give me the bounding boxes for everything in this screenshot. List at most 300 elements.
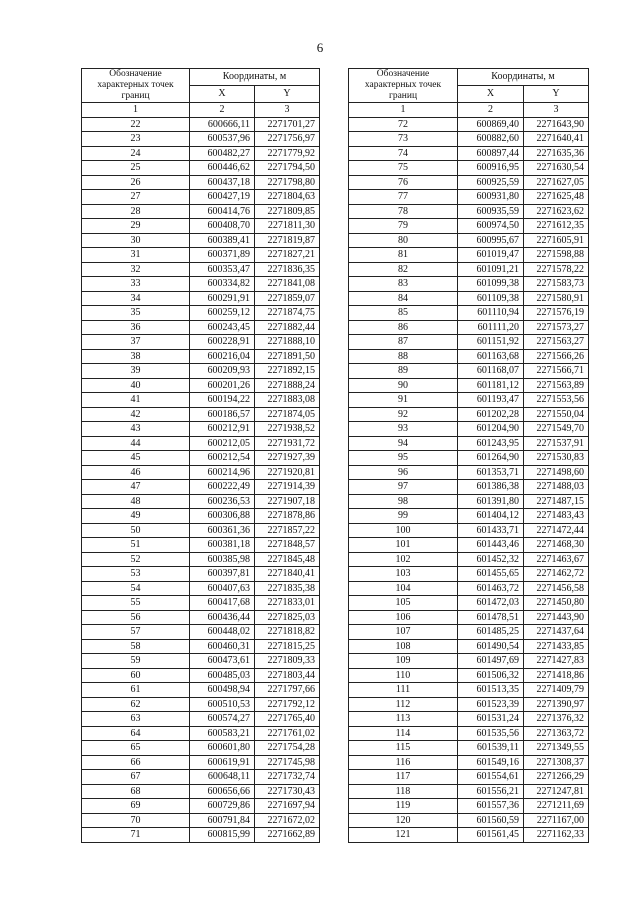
point-number-cell: 26 <box>82 175 190 190</box>
table-row <box>349 277 589 292</box>
x-coordinate-cell: 600897,44 <box>458 146 524 161</box>
y-coordinate-cell: 2271578,22 <box>524 262 589 277</box>
x-coordinate-cell: 601109,38 <box>458 291 524 306</box>
y-coordinate-cell: 2271437,64 <box>524 625 589 640</box>
point-number-cell: 51 <box>82 538 190 553</box>
x-coordinate-cell: 601433,71 <box>458 523 524 538</box>
table-row <box>349 407 589 422</box>
y-coordinate-cell: 2271797,66 <box>255 683 320 698</box>
y-coordinate-cell: 2271891,50 <box>255 349 320 364</box>
point-number-cell: 85 <box>349 306 458 321</box>
table-header-row <box>349 69 589 86</box>
x-coordinate-cell: 601523,39 <box>458 697 524 712</box>
point-number-cell: 107 <box>349 625 458 640</box>
y-coordinate-cell: 2271487,15 <box>524 494 589 509</box>
point-number-cell: 57 <box>82 625 190 640</box>
y-coordinate-cell: 2271882,44 <box>255 320 320 335</box>
y-coordinate-cell: 2271701,27 <box>255 117 320 132</box>
point-number-cell: 71 <box>82 828 190 843</box>
point-number-cell: 23 <box>82 132 190 147</box>
point-number-cell: 82 <box>349 262 458 277</box>
x-coordinate-cell: 601110,94 <box>458 306 524 321</box>
table-row <box>349 712 589 727</box>
x-coordinate-cell: 600656,66 <box>190 784 255 799</box>
table-row <box>82 654 320 669</box>
y-coordinate-cell: 2271809,85 <box>255 204 320 219</box>
table-row <box>82 436 320 451</box>
y-coordinate-cell: 2271818,82 <box>255 625 320 640</box>
point-number-cell: 28 <box>82 204 190 219</box>
table-row <box>82 552 320 567</box>
x-coordinate-cell: 601554,61 <box>458 770 524 785</box>
table-row <box>349 668 589 683</box>
x-coordinate-cell: 600186,57 <box>190 407 255 422</box>
y-coordinate-cell: 2271576,19 <box>524 306 589 321</box>
y-coordinate-cell: 2271878,86 <box>255 509 320 524</box>
point-number-cell: 94 <box>349 436 458 451</box>
point-number-cell: 109 <box>349 654 458 669</box>
point-number-cell: 103 <box>349 567 458 582</box>
point-number-cell: 67 <box>82 770 190 785</box>
point-number-cell: 48 <box>82 494 190 509</box>
y-coordinate-cell: 2271874,75 <box>255 306 320 321</box>
point-number-cell: 52 <box>82 552 190 567</box>
x-coordinate-cell: 600648,11 <box>190 770 255 785</box>
x-coordinate-cell: 600212,05 <box>190 436 255 451</box>
y-coordinate-cell: 2271811,30 <box>255 219 320 234</box>
table-row <box>82 610 320 625</box>
y-coordinate-cell: 2271390,97 <box>524 697 589 712</box>
y-coordinate-cell: 2271804,63 <box>255 190 320 205</box>
table-row <box>349 596 589 611</box>
x-coordinate-cell: 601204,90 <box>458 422 524 437</box>
point-number-cell: 79 <box>349 219 458 234</box>
y-coordinate-cell: 2271418,86 <box>524 668 589 683</box>
y-coordinate-cell: 2271792,12 <box>255 697 320 712</box>
point-number-cell: 70 <box>82 813 190 828</box>
x-coordinate-cell: 600935,59 <box>458 204 524 219</box>
x-coordinate-cell: 600931,80 <box>458 190 524 205</box>
point-number-cell: 75 <box>349 161 458 176</box>
table-row <box>349 480 589 495</box>
y-coordinate-cell: 2271756,97 <box>255 132 320 147</box>
point-number-cell: 89 <box>349 364 458 379</box>
y-coordinate-cell: 2271907,18 <box>255 494 320 509</box>
point-number-cell: 49 <box>82 509 190 524</box>
table-row <box>82 828 320 843</box>
y-header: Y <box>255 86 320 103</box>
y-coordinate-cell: 2271612,35 <box>524 219 589 234</box>
table-row <box>82 277 320 292</box>
x-coordinate-cell: 600498,94 <box>190 683 255 698</box>
x-coordinate-cell: 601557,36 <box>458 799 524 814</box>
y-coordinate-cell: 2271598,88 <box>524 248 589 263</box>
column-number: 2 <box>458 103 524 118</box>
y-coordinate-cell: 2271845,48 <box>255 552 320 567</box>
point-number-cell: 35 <box>82 306 190 321</box>
point-number-cell: 114 <box>349 726 458 741</box>
y-coordinate-cell: 2271627,05 <box>524 175 589 190</box>
table-row <box>349 306 589 321</box>
x-coordinate-cell: 601539,11 <box>458 741 524 756</box>
x-coordinate-cell: 601535,56 <box>458 726 524 741</box>
x-coordinate-cell: 601353,71 <box>458 465 524 480</box>
y-coordinate-cell: 2271779,92 <box>255 146 320 161</box>
y-coordinate-cell: 2271472,44 <box>524 523 589 538</box>
x-coordinate-cell: 600216,04 <box>190 349 255 364</box>
point-number-cell: 54 <box>82 581 190 596</box>
table-row <box>349 320 589 335</box>
point-number-cell: 92 <box>349 407 458 422</box>
table-row <box>349 291 589 306</box>
x-coordinate-cell: 601490,54 <box>458 639 524 654</box>
table-row <box>82 219 320 234</box>
y-coordinate-cell: 2271819,87 <box>255 233 320 248</box>
x-coordinate-cell: 601111,20 <box>458 320 524 335</box>
x-coordinate-cell: 600194,22 <box>190 393 255 408</box>
point-number-cell: 62 <box>82 697 190 712</box>
y-coordinate-cell: 2271803,44 <box>255 668 320 683</box>
table-row <box>82 755 320 770</box>
x-coordinate-cell: 601099,38 <box>458 277 524 292</box>
point-number-cell: 39 <box>82 364 190 379</box>
table-row <box>82 465 320 480</box>
y-coordinate-cell: 2271754,28 <box>255 741 320 756</box>
y-coordinate-cell: 2271553,56 <box>524 393 589 408</box>
column-number: 3 <box>255 103 320 118</box>
table-row <box>349 175 589 190</box>
y-coordinate-cell: 2271920,81 <box>255 465 320 480</box>
point-number-cell: 34 <box>82 291 190 306</box>
x-coordinate-cell: 600212,91 <box>190 422 255 437</box>
x-coordinate-cell: 600427,19 <box>190 190 255 205</box>
table-row <box>82 204 320 219</box>
y-coordinate-cell: 2271888,10 <box>255 335 320 350</box>
column-numbers-row <box>349 103 589 118</box>
table-row <box>82 233 320 248</box>
point-number-cell: 47 <box>82 480 190 495</box>
point-number-cell: 25 <box>82 161 190 176</box>
point-number-cell: 36 <box>82 320 190 335</box>
x-header: X <box>190 86 255 103</box>
point-number-cell: 80 <box>349 233 458 248</box>
y-coordinate-cell: 2271761,02 <box>255 726 320 741</box>
point-number-cell: 64 <box>82 726 190 741</box>
point-number-cell: 105 <box>349 596 458 611</box>
y-coordinate-cell: 2271623,62 <box>524 204 589 219</box>
x-coordinate-cell: 601485,25 <box>458 625 524 640</box>
point-number-cell: 112 <box>349 697 458 712</box>
table-row <box>82 494 320 509</box>
table-row <box>349 161 589 176</box>
point-number-cell: 32 <box>82 262 190 277</box>
y-coordinate-cell: 2271427,83 <box>524 654 589 669</box>
table-row <box>349 770 589 785</box>
point-number-cell: 121 <box>349 828 458 843</box>
x-coordinate-cell: 601163,68 <box>458 349 524 364</box>
table-row <box>349 378 589 393</box>
point-number-cell: 106 <box>349 610 458 625</box>
y-coordinate-cell: 2271456,58 <box>524 581 589 596</box>
point-number-cell: 90 <box>349 378 458 393</box>
x-coordinate-cell: 600214,96 <box>190 465 255 480</box>
point-number-cell: 40 <box>82 378 190 393</box>
x-coordinate-cell: 601463,72 <box>458 581 524 596</box>
y-header: Y <box>524 86 589 103</box>
x-coordinate-cell: 601478,51 <box>458 610 524 625</box>
y-coordinate-cell: 2271605,91 <box>524 233 589 248</box>
y-coordinate-cell: 2271874,05 <box>255 407 320 422</box>
y-coordinate-cell: 2271573,27 <box>524 320 589 335</box>
y-coordinate-cell: 2271563,27 <box>524 335 589 350</box>
y-coordinate-cell: 2271833,01 <box>255 596 320 611</box>
table-row <box>349 248 589 263</box>
y-coordinate-cell: 2271630,54 <box>524 161 589 176</box>
table-row <box>82 799 320 814</box>
y-coordinate-cell: 2271363,72 <box>524 726 589 741</box>
table-row <box>349 639 589 654</box>
point-number-cell: 95 <box>349 451 458 466</box>
point-number-cell: 96 <box>349 465 458 480</box>
table-row <box>349 494 589 509</box>
x-coordinate-cell: 600381,18 <box>190 538 255 553</box>
y-coordinate-cell: 2271938,52 <box>255 422 320 437</box>
x-coordinate-cell: 600408,70 <box>190 219 255 234</box>
table-row <box>82 625 320 640</box>
point-number-cell: 63 <box>82 712 190 727</box>
point-number-cell: 110 <box>349 668 458 683</box>
table-row <box>349 335 589 350</box>
point-number-cell: 86 <box>349 320 458 335</box>
table-row <box>82 291 320 306</box>
table-row <box>349 813 589 828</box>
x-coordinate-cell: 600417,68 <box>190 596 255 611</box>
x-coordinate-cell: 600353,47 <box>190 262 255 277</box>
x-coordinate-cell: 600228,91 <box>190 335 255 350</box>
table-row <box>82 378 320 393</box>
point-number-cell: 45 <box>82 451 190 466</box>
x-coordinate-cell: 601506,32 <box>458 668 524 683</box>
y-coordinate-cell: 2271433,85 <box>524 639 589 654</box>
y-coordinate-cell: 2271672,02 <box>255 813 320 828</box>
x-coordinate-cell: 601019,47 <box>458 248 524 263</box>
x-coordinate-cell: 600729,86 <box>190 799 255 814</box>
coordinates-table-left <box>81 68 320 843</box>
table-row <box>82 567 320 582</box>
table-row <box>349 683 589 698</box>
x-coordinate-cell: 600361,36 <box>190 523 255 538</box>
table-row <box>349 523 589 538</box>
x-coordinate-cell: 601472,03 <box>458 596 524 611</box>
table-row <box>349 697 589 712</box>
point-number-cell: 77 <box>349 190 458 205</box>
x-coordinate-cell: 601549,16 <box>458 755 524 770</box>
x-coordinate-cell: 600212,54 <box>190 451 255 466</box>
table-row <box>82 422 320 437</box>
point-number-cell: 87 <box>349 335 458 350</box>
table-row <box>82 726 320 741</box>
x-coordinate-cell: 600583,21 <box>190 726 255 741</box>
table-row <box>82 451 320 466</box>
point-number-cell: 101 <box>349 538 458 553</box>
point-number-cell: 30 <box>82 233 190 248</box>
coordinates-header: Координаты, м <box>458 69 589 86</box>
table-row <box>349 146 589 161</box>
x-coordinate-cell: 601560,59 <box>458 813 524 828</box>
point-number-cell: 88 <box>349 349 458 364</box>
table-row <box>349 262 589 277</box>
table-row <box>349 610 589 625</box>
y-coordinate-cell: 2271483,43 <box>524 509 589 524</box>
point-number-cell: 65 <box>82 741 190 756</box>
table-row <box>349 233 589 248</box>
point-number-cell: 84 <box>349 291 458 306</box>
x-coordinate-cell: 600201,26 <box>190 378 255 393</box>
y-coordinate-cell: 2271566,26 <box>524 349 589 364</box>
y-coordinate-cell: 2271732,74 <box>255 770 320 785</box>
point-number-cell: 58 <box>82 639 190 654</box>
x-coordinate-cell: 600436,44 <box>190 610 255 625</box>
y-coordinate-cell: 2271745,98 <box>255 755 320 770</box>
x-coordinate-cell: 600666,11 <box>190 117 255 132</box>
y-coordinate-cell: 2271883,08 <box>255 393 320 408</box>
table-row <box>349 799 589 814</box>
table-row <box>82 320 320 335</box>
column-number: 1 <box>82 103 190 118</box>
point-number-cell: 100 <box>349 523 458 538</box>
point-number-cell: 31 <box>82 248 190 263</box>
y-coordinate-cell: 2271635,36 <box>524 146 589 161</box>
y-coordinate-cell: 2271836,35 <box>255 262 320 277</box>
y-coordinate-cell: 2271211,69 <box>524 799 589 814</box>
column-number: 3 <box>524 103 589 118</box>
x-coordinate-cell: 601391,80 <box>458 494 524 509</box>
x-coordinate-cell: 600306,88 <box>190 509 255 524</box>
x-coordinate-cell: 600385,98 <box>190 552 255 567</box>
table-row <box>82 306 320 321</box>
x-coordinate-cell: 600414,76 <box>190 204 255 219</box>
point-number-cell: 78 <box>349 204 458 219</box>
x-coordinate-cell: 600236,53 <box>190 494 255 509</box>
y-coordinate-cell: 2271308,37 <box>524 755 589 770</box>
point-number-cell: 98 <box>349 494 458 509</box>
x-coordinate-cell: 600791,84 <box>190 813 255 828</box>
table-row <box>82 393 320 408</box>
coordinates-header: Координаты, м <box>190 69 320 86</box>
point-number-cell: 24 <box>82 146 190 161</box>
table-row <box>82 146 320 161</box>
x-coordinate-cell: 601497,69 <box>458 654 524 669</box>
table-row <box>82 668 320 683</box>
y-coordinate-cell: 2271537,91 <box>524 436 589 451</box>
y-coordinate-cell: 2271162,33 <box>524 828 589 843</box>
table-row <box>82 639 320 654</box>
y-coordinate-cell: 2271765,40 <box>255 712 320 727</box>
y-coordinate-cell: 2271859,07 <box>255 291 320 306</box>
page-number: 6 <box>316 40 324 55</box>
x-coordinate-cell: 600259,12 <box>190 306 255 321</box>
column-number: 1 <box>349 103 458 118</box>
point-number-cell: 44 <box>82 436 190 451</box>
x-coordinate-cell: 601556,21 <box>458 784 524 799</box>
table-row <box>82 813 320 828</box>
point-number-cell: 108 <box>349 639 458 654</box>
y-coordinate-cell: 2271809,33 <box>255 654 320 669</box>
table-row <box>349 204 589 219</box>
y-coordinate-cell: 2271927,39 <box>255 451 320 466</box>
table-row <box>82 132 320 147</box>
table-row <box>82 741 320 756</box>
x-coordinate-cell: 600537,96 <box>190 132 255 147</box>
table-row <box>349 726 589 741</box>
y-coordinate-cell: 2271640,41 <box>524 132 589 147</box>
y-coordinate-cell: 2271450,80 <box>524 596 589 611</box>
point-number-cell: 68 <box>82 784 190 799</box>
table-row <box>82 683 320 698</box>
point-number-cell: 102 <box>349 552 458 567</box>
x-coordinate-cell: 600473,61 <box>190 654 255 669</box>
x-coordinate-cell: 601443,46 <box>458 538 524 553</box>
x-coordinate-cell: 600291,91 <box>190 291 255 306</box>
point-number-cell: 74 <box>349 146 458 161</box>
point-number-cell: 119 <box>349 799 458 814</box>
table-row <box>349 755 589 770</box>
y-coordinate-cell: 2271247,81 <box>524 784 589 799</box>
table-row <box>82 538 320 553</box>
table-row <box>349 393 589 408</box>
table-row <box>82 523 320 538</box>
y-coordinate-cell: 2271625,48 <box>524 190 589 205</box>
point-number-cell: 46 <box>82 465 190 480</box>
point-number-cell: 37 <box>82 335 190 350</box>
table-row <box>349 625 589 640</box>
point-number-cell: 27 <box>82 190 190 205</box>
y-coordinate-cell: 2271827,21 <box>255 248 320 263</box>
y-coordinate-cell: 2271409,79 <box>524 683 589 698</box>
point-number-cell: 76 <box>349 175 458 190</box>
x-coordinate-cell: 600243,45 <box>190 320 255 335</box>
y-coordinate-cell: 2271848,57 <box>255 538 320 553</box>
y-coordinate-cell: 2271463,67 <box>524 552 589 567</box>
x-coordinate-cell: 601404,12 <box>458 509 524 524</box>
point-number-cell: 115 <box>349 741 458 756</box>
point-number-cell: 113 <box>349 712 458 727</box>
point-number-cell: 73 <box>349 132 458 147</box>
x-coordinate-cell: 600882,60 <box>458 132 524 147</box>
point-number-cell: 29 <box>82 219 190 234</box>
table-row <box>82 581 320 596</box>
y-coordinate-cell: 2271835,38 <box>255 581 320 596</box>
table-row <box>349 132 589 147</box>
table-row <box>82 335 320 350</box>
y-coordinate-cell: 2271266,29 <box>524 770 589 785</box>
x-coordinate-cell: 601151,92 <box>458 335 524 350</box>
point-number-cell: 66 <box>82 755 190 770</box>
table-row <box>349 190 589 205</box>
y-coordinate-cell: 2271730,43 <box>255 784 320 799</box>
x-coordinate-cell: 600407,63 <box>190 581 255 596</box>
table-row <box>349 436 589 451</box>
table-row <box>349 741 589 756</box>
y-coordinate-cell: 2271580,91 <box>524 291 589 306</box>
x-coordinate-cell: 601091,21 <box>458 262 524 277</box>
column-number: 2 <box>190 103 255 118</box>
table-row <box>349 784 589 799</box>
point-number-cell: 83 <box>349 277 458 292</box>
y-coordinate-cell: 2271662,89 <box>255 828 320 843</box>
point-number-cell: 56 <box>82 610 190 625</box>
point-number-cell: 50 <box>82 523 190 538</box>
